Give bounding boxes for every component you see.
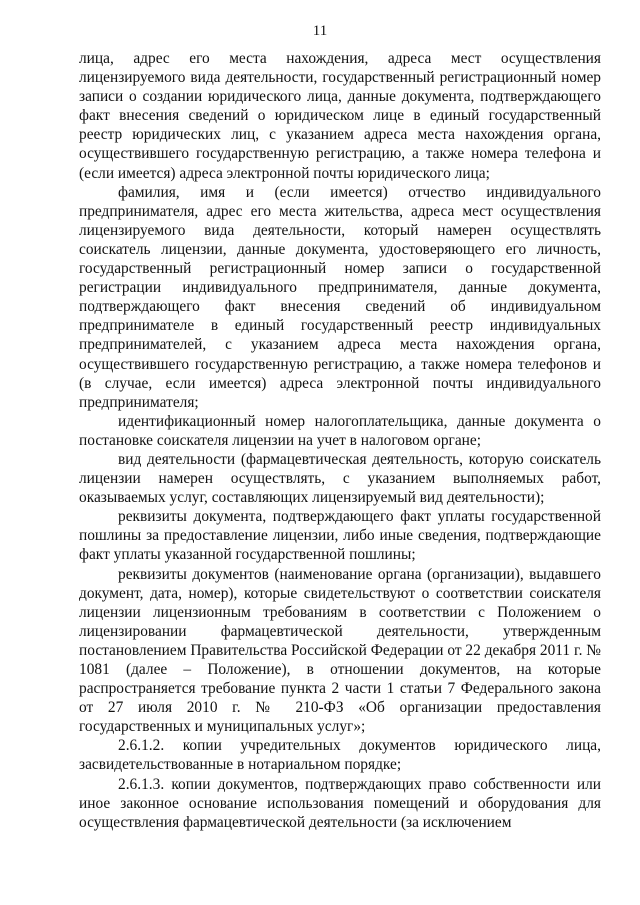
paragraph-2-6-1-3: 2.6.1.3. копии документов, подтверждающих право собственности или иное законное основание использования помещений и оборудования для осуществления фармацевтической деятельности (за исключением <box>79 775 601 831</box>
paragraph-2-6-1-2: 2.6.1.2. копии учредительных документов юридического лица, засвидетельствованные в нотариальном порядке; <box>79 737 601 774</box>
document-body <box>79 49 601 832</box>
page-number: 11 <box>312 23 328 39</box>
paragraph-individual-entrepreneur-details: фамилия, имя и (если имеется) отчество индивидуального предпринимателя, адрес его места жительства, адреса мест осуществления лицензируемого вида деятельности, который намерен осуществлять соискатель лицензии, данные документа, удостоверяющего его личность, государственный регистрационный номер записи о государственной регистрации индивидуального предпринимателя, данные документа, подтверждающего факт внесения сведений об индивидуальном предпринимателе в единый государственный реестр индивидуальных предпринимателей, с указанием адреса места нахождения органа, осуществившего государственную регистрацию, а также номера телефонов и (в случае, если имеется) адреса электронной почты индивидуального предпринимателя; <box>79 183 601 411</box>
paragraph-compliance-documents: реквизиты документов (наименование органа (организации), выдавшего документ, дата, номер), которые свидетельствуют о соответствии соискателя лицензии лицензионным требованиям в соответствии с Положением о лицензировании фармацевтической деятельности, утвержденным постановлением Правительства Российской Федерации от 22 декабря 2011 г. № 1081 (далее – Положение), в отношении документов, на которые распространяется требование пункта 2 части 1 статьи 7 Федерального закона от 27 июля 2010 г. № 210-ФЗ «Об организации предоставления государственных и муниципальных услуг»; <box>79 565 601 736</box>
paragraph-legal-entity-details: лица, адрес его места нахождения, адреса мест осуществления лицензируемого вида деятельности, государственный регистрационный номер записи о создании юридического лица, данные документа, подтверждающего факт внесения сведений о юридическом лице в единый государственный реестр юридических лиц, с указанием адреса места нахождения органа, осуществившего государственную регистрацию, а также номера телефона и (если имеется) адреса электронной почты юридического лица; <box>79 50 601 182</box>
paragraph-activity-type: вид деятельности (фармацевтическая деятельность, которую соискатель лицензии намерен осуществлять, с указанием выполняемых работ, оказываемых услуг, составляющих лицензируемый вид деятельности); <box>79 450 601 507</box>
paragraph-taxpayer-id: идентификационный номер налогоплательщика, данные документа о постановке соискателя лицензии на учет в налоговом органе; <box>79 412 601 449</box>
paragraph-state-fee-details: реквизиты документа, подтверждающего факт уплаты государственной пошлины за предоставление лицензии, либо иные сведения, подтверждающие факт уплаты указанной государственной пошлины; <box>79 508 601 564</box>
